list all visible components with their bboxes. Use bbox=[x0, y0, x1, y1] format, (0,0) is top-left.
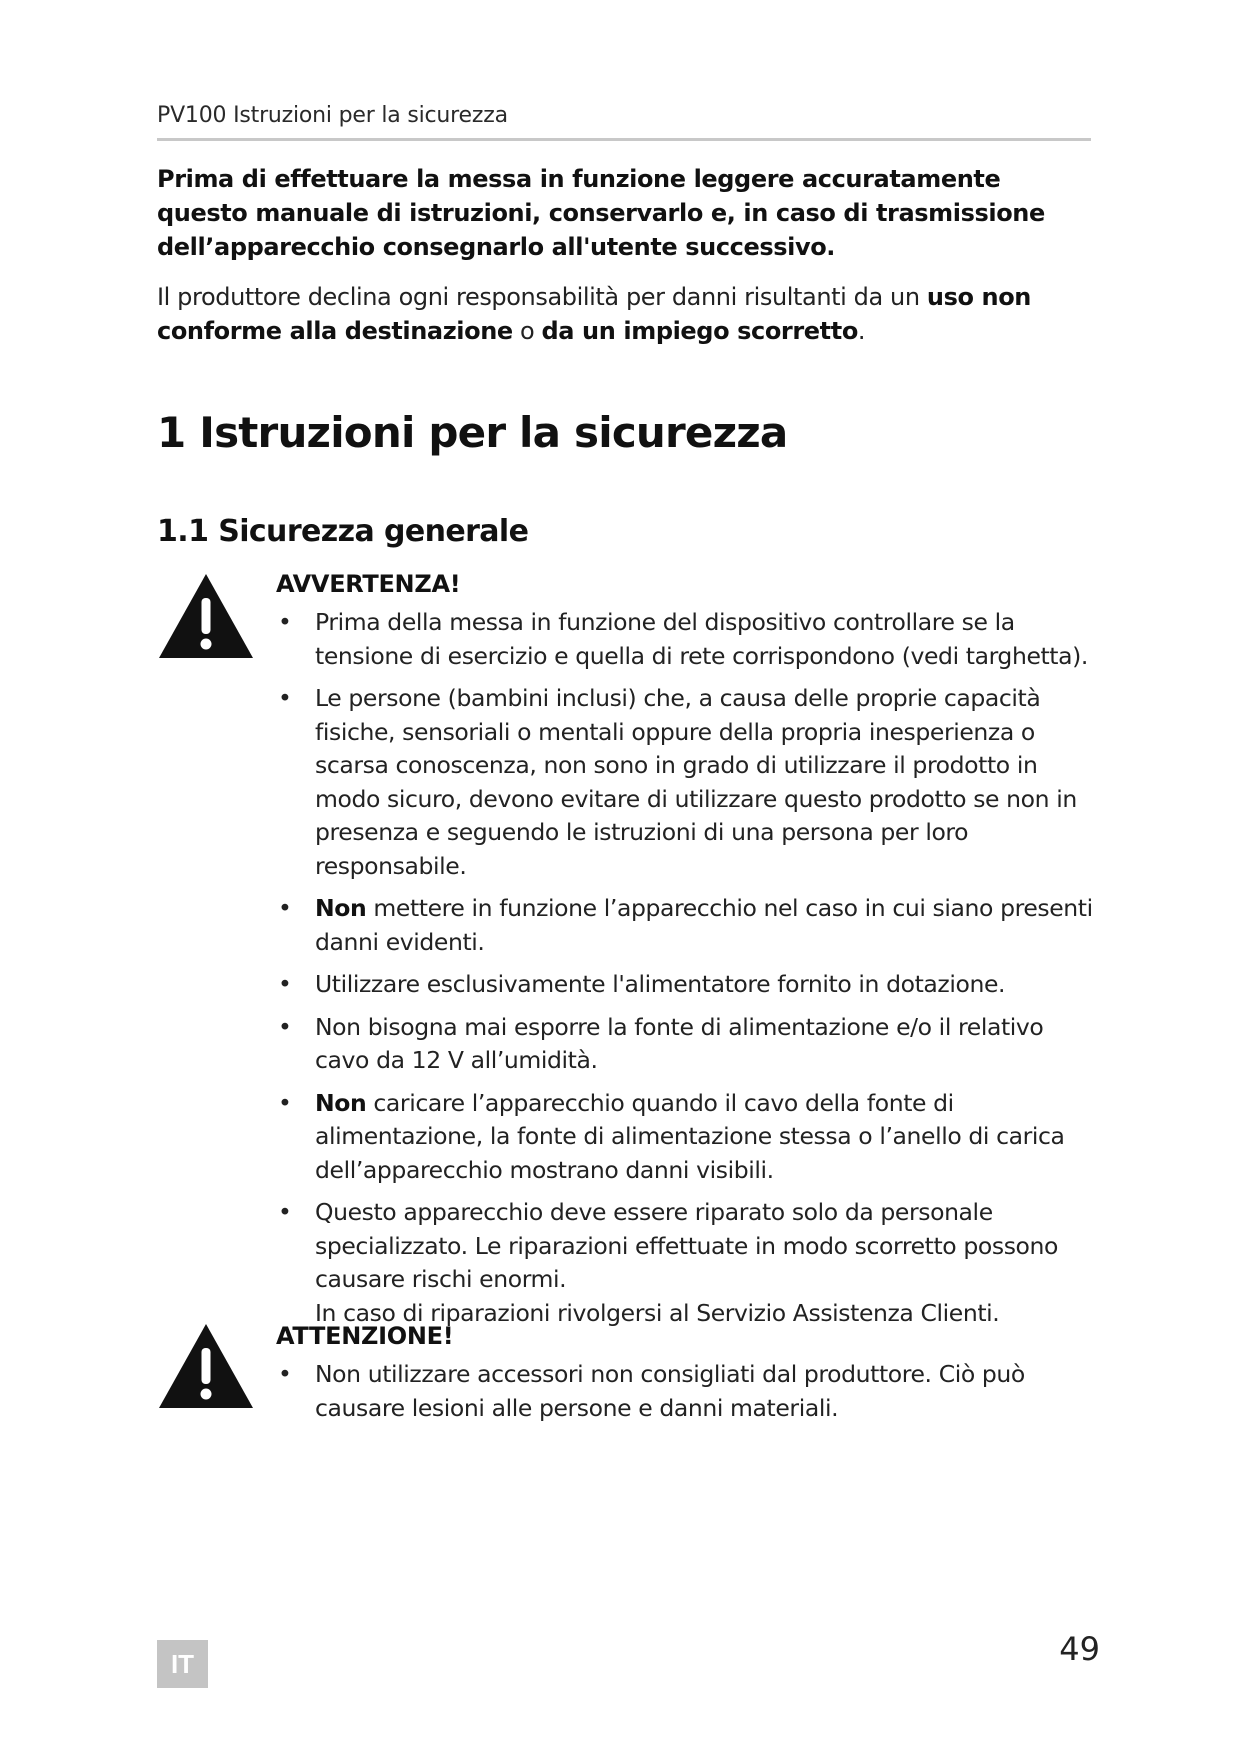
item-text: Utilizzare esclusivamente l'alimentatore fornito in dotazione. bbox=[315, 970, 1006, 998]
item-extra-text: In caso di riparazioni rivolgersi al Servizio Assistenza Clienti. bbox=[315, 1298, 1000, 1327]
caution-title: ATTENZIONE! bbox=[276, 1322, 454, 1350]
item-text: caricare l’apparecchio quando il cavo della fonte di alimentazione, la fonte di alimentazione stessa o l’anello di carica dell’apparecchio mostrano danni visibili. bbox=[315, 1088, 1065, 1184]
page-number: 49 bbox=[1059, 1630, 1100, 1668]
warning-triangle-icon bbox=[157, 572, 255, 660]
list-item bbox=[276, 1087, 1096, 1188]
warning-triangle-icon bbox=[157, 1322, 255, 1410]
warning-title: AVVERTENZA! bbox=[276, 570, 461, 598]
item-text: Questo apparecchio deve essere riparato solo da personale specializzato. Le riparazioni effettuate in modo scorretto possono causare rischi enormi. bbox=[315, 1198, 1058, 1293]
item-text: mettere in funzione l’apparecchio nel caso in cui siano presenti danni evidenti. bbox=[315, 894, 1093, 956]
warning-block-attenzione bbox=[276, 1322, 1096, 1434]
bullet-marker: • bbox=[278, 970, 292, 998]
page-header: PV100 Istruzioni per la sicurezza bbox=[157, 103, 1091, 141]
liability-paragraph bbox=[157, 280, 1097, 348]
bullet-marker: • bbox=[278, 608, 292, 636]
list-item bbox=[276, 892, 1096, 959]
bullet-marker: • bbox=[278, 1360, 292, 1388]
language-tab: IT bbox=[157, 1640, 208, 1688]
item-text: Le persone (bambini inclusi) che, a causa delle proprie capacità fisiche, sensoriali o mentali oppure della propria inesperienza o scarsa conoscenza, non sono in grado di utilizzare il prodotto in modo sicuro, devono evitare di utilizzare questo prodotto se non in presenza e seguendo le istruzioni di una persona per loro responsabile. bbox=[315, 684, 1077, 880]
liability-bold-2: da un impiego scorretto bbox=[541, 317, 858, 345]
bullet-marker: • bbox=[278, 1012, 292, 1041]
bullet-marker: • bbox=[278, 894, 292, 922]
list-item bbox=[276, 682, 1096, 883]
emphasis-text: Non bbox=[315, 1088, 367, 1117]
list-item bbox=[276, 1011, 1096, 1078]
bullet-marker: • bbox=[278, 1088, 292, 1117]
warning-block-avvertenza bbox=[276, 570, 1096, 1339]
warning-list bbox=[276, 606, 1096, 1330]
emphasis-text: Non bbox=[315, 894, 367, 922]
section-title: 1.1 Sicurezza generale bbox=[157, 514, 529, 549]
bullet-marker: • bbox=[278, 1198, 292, 1226]
list-item bbox=[276, 606, 1096, 673]
list-item bbox=[276, 1196, 1096, 1330]
caution-list bbox=[276, 1358, 1096, 1425]
list-item bbox=[276, 968, 1096, 1002]
liability-text-start: Il produttore declina ogni responsabilità per danni risultanti da un bbox=[157, 283, 927, 311]
item-text: Prima della messa in funzione del dispositivo controllare se la tensione di esercizio e quella di rete corrispondono (vedi targhetta). bbox=[315, 608, 1088, 670]
bullet-marker: • bbox=[278, 684, 292, 712]
list-item bbox=[276, 1358, 1096, 1425]
liability-text-mid: o bbox=[512, 317, 542, 345]
item-text: Non utilizzare accessori non consigliati dal produttore. Ciò può causare lesioni alle persone e danni materiali. bbox=[315, 1360, 1025, 1422]
liability-text-end: . bbox=[857, 317, 866, 345]
liability-bold-1: uso non conforme alla destinazione bbox=[157, 283, 1031, 345]
intro-notice: Prima di effettuare la messa in funzione leggere accuratamente questo manuale di istruzioni, conservarlo e, in caso di trasmissione dell’apparecchio consegnarlo all'utente successivo. bbox=[157, 165, 1045, 261]
item-text: Non bisogna mai esporre la fonte di alimentazione e/o il relativo cavo da 12 V all’umidità. bbox=[315, 1012, 1044, 1074]
chapter-title: 1 Istruzioni per la sicurezza bbox=[157, 408, 788, 457]
